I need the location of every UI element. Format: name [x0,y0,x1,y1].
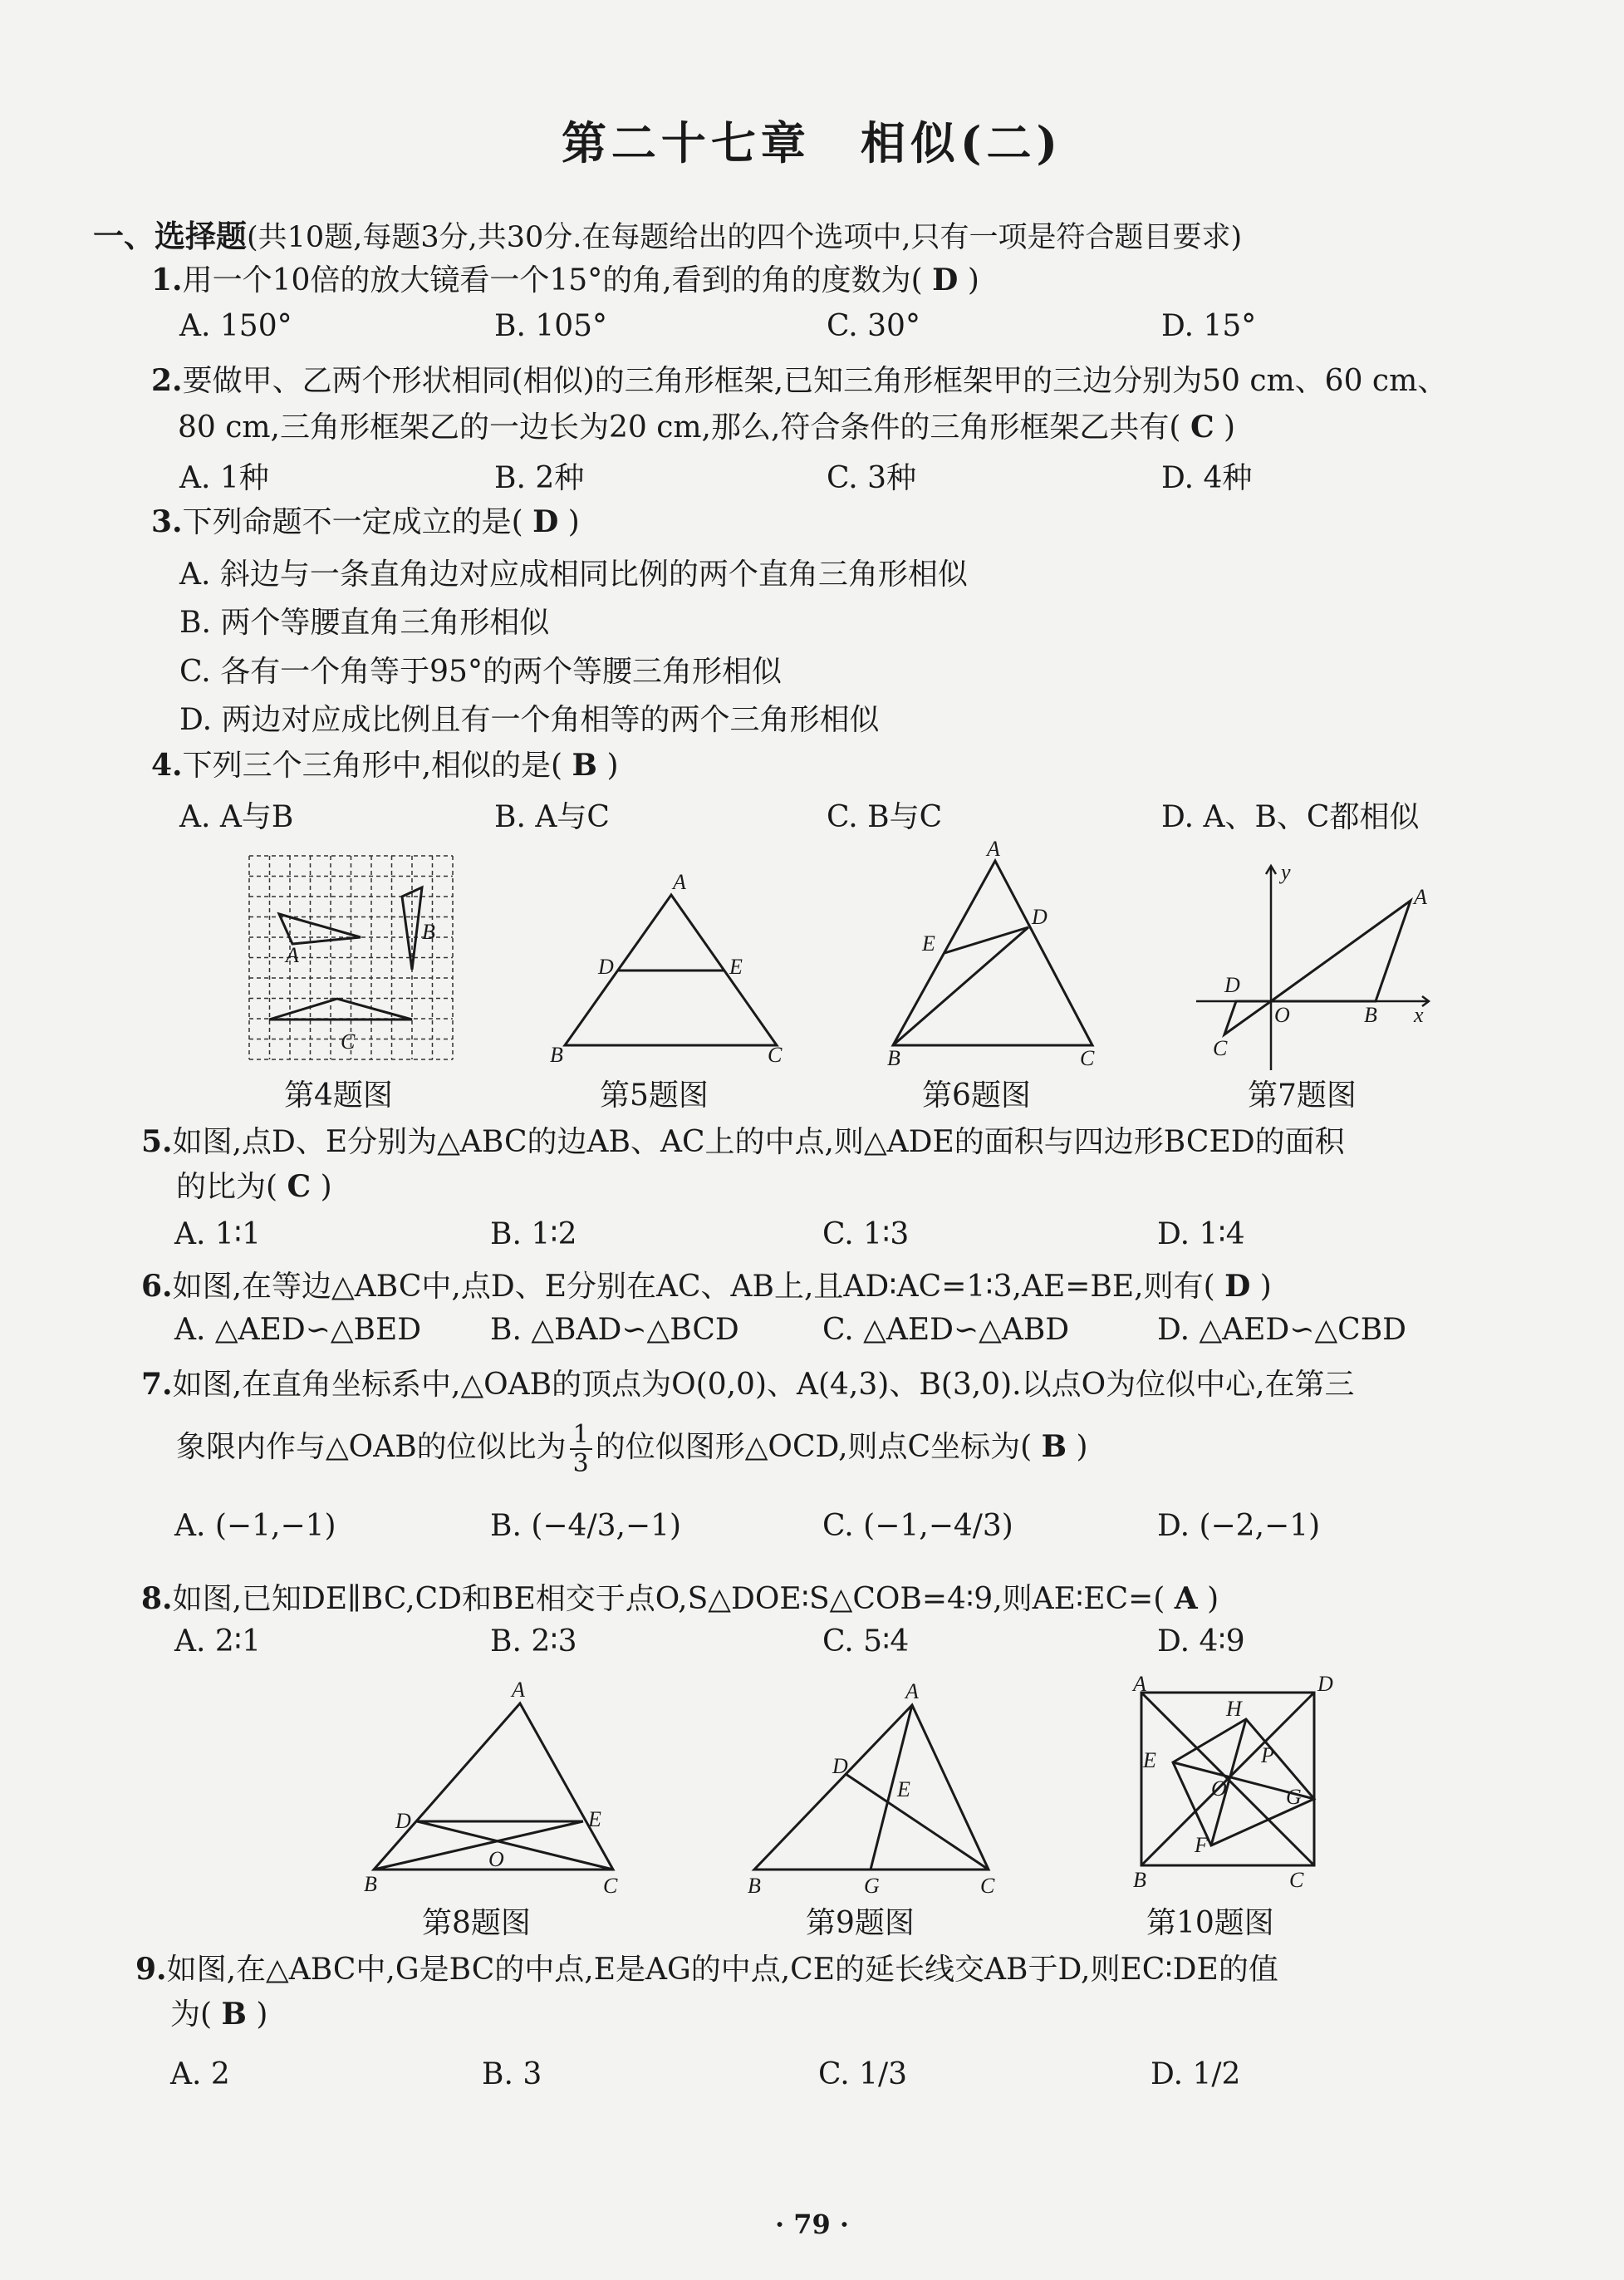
option-d: D. △AED∽△CBD [1157,1313,1407,1347]
fraction: $\frac{1}{3}$ [570,1421,592,1477]
label-c: C [1080,1046,1095,1070]
label-d: D [832,1754,848,1778]
option-b: B. 2种 [494,461,585,495]
question-7 [141,1359,1355,1410]
option-a: A. A与B [179,800,294,834]
question-close: ) [1259,1270,1272,1304]
option-d: D. (−2,−1) [1157,1509,1321,1543]
label-a: A [905,1679,919,1703]
label-x: x [1414,1003,1424,1027]
question-close: ) [320,1170,332,1204]
label-b: B [887,1046,900,1070]
question-number: 9. [135,1952,167,1987]
label-d: D [1032,905,1048,929]
figure-4 [249,856,453,1059]
question-number: 3. [151,504,183,539]
section-header [93,211,1242,256]
question-text: 象限内作与△OAB的位似比为 [176,1430,567,1464]
question-text: 为( [170,1997,213,2032]
figure-5 [548,870,797,1067]
caption-fig4: 第4题图 [284,1079,393,1113]
label-o: O [488,1847,504,1871]
option-b: B. 3 [482,2057,542,2091]
option-c: C. 各有一个角等于95°的两个等腰三角形相似 [179,655,782,689]
label-e: E [588,1807,601,1831]
question-close: ) [567,505,580,539]
label-b: B [364,1872,377,1896]
question-text: 如图,点D、E分别为△ABC的边AB、AC上的中点,则△ADE的面积与四边形BCED的面积 [172,1125,1345,1159]
question-text: 的比为( [176,1170,278,1204]
option-b: B. △BAD∽△BCD [490,1313,739,1347]
option-d: D. 两边对应成比例且有一个角相等的两个三角形相似 [179,703,880,737]
option-c: C. 3种 [827,461,917,495]
section-note: (共10题,每题3分,共30分.在每题给出的四个选项中,只有一项是符合题目要求) [247,221,1243,254]
answer: C [287,1169,312,1204]
question-5-line2 [176,1162,332,1212]
caption-fig9: 第9题图 [806,1906,915,1940]
question-text: 如图,已知DE∥BC,CD和BE相交于点O,S△DOE∶S△COB=4∶9,则AE∶EC=( [172,1582,1165,1616]
question-close: ) [1076,1430,1088,1464]
option-b: B. 105° [494,309,608,343]
caption-fig10: 第10题图 [1146,1906,1274,1940]
figure-6 [881,837,1105,1070]
question-2-line2 [178,402,1235,453]
caption-fig6: 第6题图 [922,1079,1031,1113]
figure-9 [739,1678,1013,1898]
option-d: D. 1/2 [1151,2057,1241,2091]
answer: A [1174,1581,1198,1616]
label-a: A [1133,1672,1146,1696]
label-a: A [673,870,686,894]
label-e: E [729,955,743,979]
question-number: 8. [141,1581,173,1616]
caption-fig7: 第7题图 [1248,1079,1357,1113]
page-title: 第二十七章 相似(二) [561,116,1063,170]
answer: B [221,1997,247,2032]
label-a: A [286,943,299,967]
question-4 [151,740,618,791]
triangle-c [269,999,412,1020]
label-f: F [1195,1833,1208,1857]
label-c: C [603,1874,618,1898]
option-c: C. 1/3 [818,2057,908,2091]
question-number: 2. [151,363,183,398]
option-a: A. 1种 [179,461,269,495]
option-a: A. 斜边与一条直角边对应成相同比例的两个直角三角形相似 [179,558,968,592]
answer: D [932,263,959,297]
question-7-line2 [176,1421,1088,1477]
option-a: A. 2∶1 [174,1624,262,1658]
figure-7 [1188,856,1437,1070]
label-p: P [1261,1743,1274,1767]
option-a: A. 150° [179,309,292,343]
answer: D [1224,1269,1251,1304]
triangle-b [402,887,422,970]
label-b: B [422,920,435,944]
option-c: C. B与C [827,800,943,834]
option-c: C. (−1,−4/3) [822,1509,1013,1543]
label-d: D [1317,1672,1333,1696]
question-close: ) [967,263,979,297]
caption-fig8: 第8题图 [422,1906,531,1940]
question-9 [135,1944,1278,1995]
question-number: 6. [141,1269,173,1304]
option-b: B. (−4/3,−1) [490,1509,682,1543]
label-y: y [1281,860,1291,884]
label-d: D [598,955,614,979]
label-c: C [341,1029,356,1054]
answer: B [1041,1429,1067,1464]
label-g: G [864,1874,880,1898]
question-close: ) [1207,1582,1219,1616]
caption-fig5: 第5题图 [600,1079,709,1113]
option-b: B. 2∶3 [490,1624,577,1658]
label-c: C [768,1043,783,1067]
option-b: B. 两个等腰直角三角形相似 [179,606,550,640]
option-a: A. △AED∽△BED [174,1313,422,1347]
label-d: D [1224,973,1240,997]
option-c: C. 30° [827,309,920,343]
figure-10 [1121,1674,1371,1899]
question-8 [141,1574,1219,1624]
label-b: B [748,1874,761,1898]
label-c: C [980,1874,995,1898]
question-close: ) [606,749,619,783]
question-close: ) [1224,410,1236,445]
question-text: 用一个10倍的放大镜看一个15°的角,看到的角的度数为( [182,263,923,297]
label-a: A [987,837,1000,861]
label-g: G [1286,1785,1302,1809]
option-c: C. 1∶3 [822,1217,910,1251]
section-label: 一、选择题 [93,218,247,254]
question-text: 如图,在△ABC中,G是BC的中点,E是AG的中点,CE的延长线交AB于D,则EC∶DE的值 [166,1953,1278,1987]
question-2 [151,356,1447,406]
question-text: 如图,在直角坐标系中,△OAB的顶点为O(0,0)、A(4,3)、B(3,0).以点O为位似中心,在第三 [172,1368,1355,1402]
label-d: D [395,1809,411,1833]
question-text: 要做甲、乙两个形状相同(相似)的三角形框架,已知三角形框架甲的三边分别为50 cm、60 cm、 [182,364,1448,398]
question-text: 的位似图形△OCD,则点C坐标为( [595,1430,1033,1464]
question-text: 80 cm,三角形框架乙的一边长为20 cm,那么,符合条件的三角形框架乙共有( [178,410,1181,445]
option-d: D. 15° [1161,309,1257,343]
label-e: E [922,931,935,956]
label-b: B [1364,1003,1377,1027]
option-c: C. 5∶4 [822,1624,910,1658]
label-b: B [550,1043,563,1067]
option-d: D. 4种 [1161,461,1253,495]
label-c: C [1289,1868,1304,1892]
question-text: 下列命题不一定成立的是( [182,505,523,539]
label-e: E [897,1777,910,1801]
question-number: 7. [141,1367,173,1402]
label-e: E [1143,1748,1156,1772]
label-c: C [1213,1036,1228,1060]
answer: C [1190,410,1214,445]
option-c: C. △AED∽△ABD [822,1313,1070,1347]
figure-8 [357,1678,640,1898]
option-b: B. A与C [494,800,610,834]
triangle-a [279,914,361,944]
option-d: D. A、B、C都相似 [1161,800,1420,834]
question-close: ) [256,1997,268,2032]
question-text: 下列三个三角形中,相似的是( [182,749,563,783]
question-text: 如图,在等边△ABC中,点D、E分别在AC、AB上,且AD∶AC=1∶3,AE=BE,则有( [172,1270,1215,1304]
option-d: D. 1∶4 [1157,1217,1245,1251]
label-o: O [1274,1003,1290,1027]
label-a: A [512,1678,525,1702]
option-b: B. 1∶2 [490,1217,577,1251]
question-number: 1. [151,263,183,297]
question-5 [141,1117,1345,1167]
answer: D [532,504,559,539]
label-a: A [1414,885,1427,909]
question-9-line2 [170,1989,267,2040]
page-number: · 79 · [774,2209,850,2240]
label-b: B [1133,1868,1146,1892]
option-a: A. (−1,−1) [174,1509,336,1543]
option-a: A. 1∶1 [174,1217,262,1251]
label-h: H [1226,1697,1242,1721]
answer: B [572,748,597,783]
question-number: 4. [151,748,183,783]
question-6 [141,1261,1272,1312]
question-3 [151,497,580,548]
label-o: O [1211,1776,1227,1801]
option-a: A. 2 [170,2057,230,2091]
option-d: D. 4∶9 [1157,1624,1245,1658]
question-1 [151,255,979,306]
question-number: 5. [141,1124,173,1159]
